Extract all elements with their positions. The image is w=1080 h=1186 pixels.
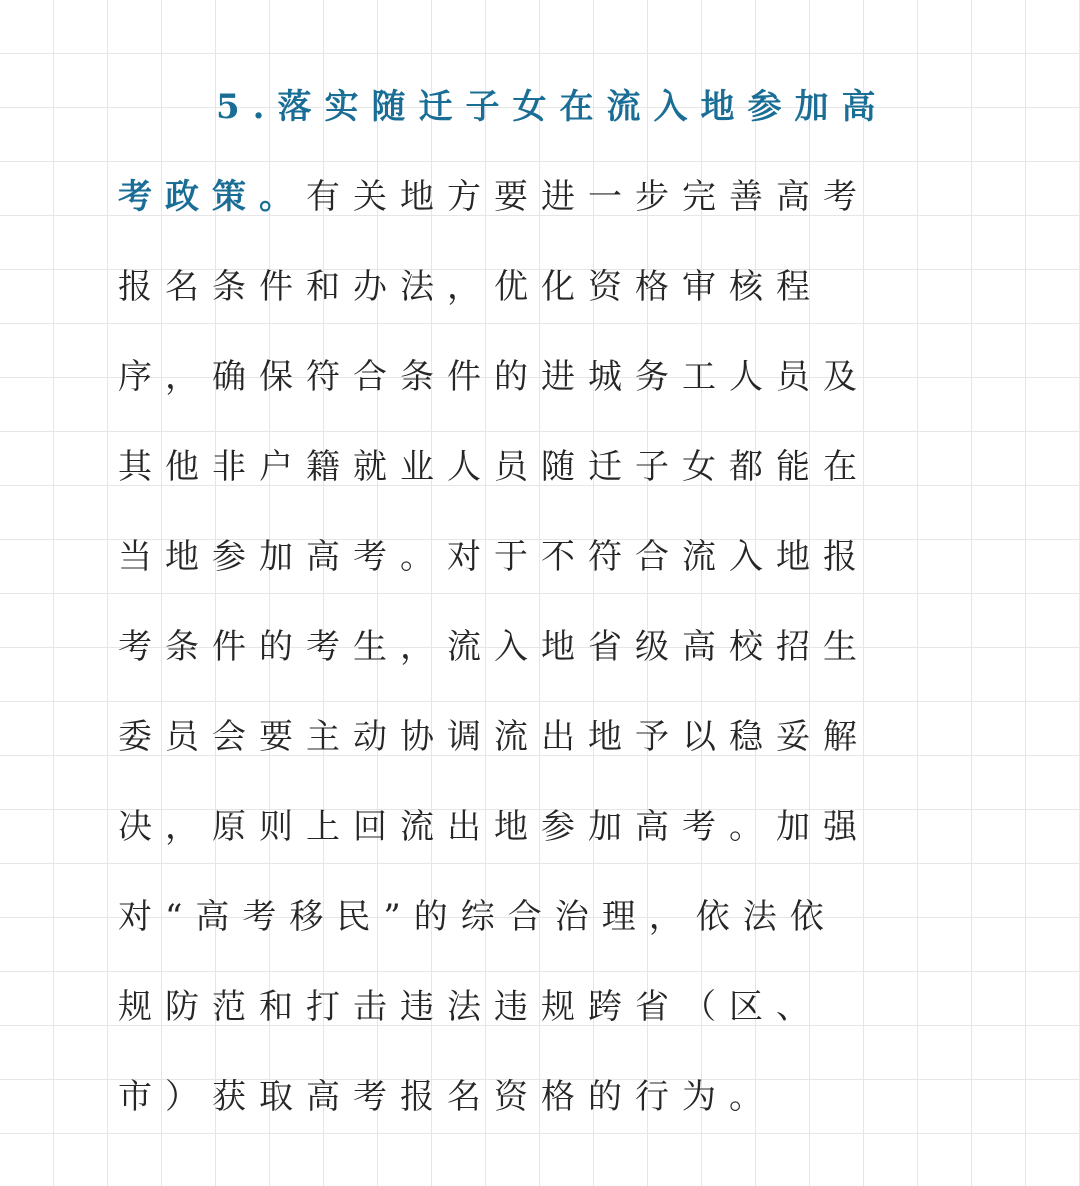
text-line-1 [118,62,968,152]
section-heading-part-2: 考政策。 [118,177,306,217]
text-line-11: 规防范和打击违法违规跨省（区、 [118,987,823,1027]
handwritten-text-block [118,62,968,1142]
text-line-6: 当地参加高考。对于不符合流入地报 [118,537,870,577]
text-line-4: 序，确保符合条件的进城务工人员及 [118,357,870,397]
text-line-5: 其他非户籍就业人员随迁子女都能在 [118,447,870,487]
text-line-8: 委员会要主动协调流出地予以稳妥解 [118,717,870,757]
text-line-3: 报名条件和办法，优化资格审核程 [118,267,823,307]
text-line-2 [118,152,968,242]
section-heading-part-1: 5.落实随迁子女在流入地参加高 [216,87,889,127]
text-line-10: 对“高考移民”的综合治理，依法依 [118,897,837,937]
text-line-9: 决，原则上回流出地参加高考。加强 [118,807,870,847]
text-line-7: 考条件的考生，流入地省级高校招生 [118,627,870,667]
text-line-12: 市）获取高考报名资格的行为。 [118,1077,776,1117]
body-text-start: 有关地方要进一步完善高考 [306,177,870,217]
